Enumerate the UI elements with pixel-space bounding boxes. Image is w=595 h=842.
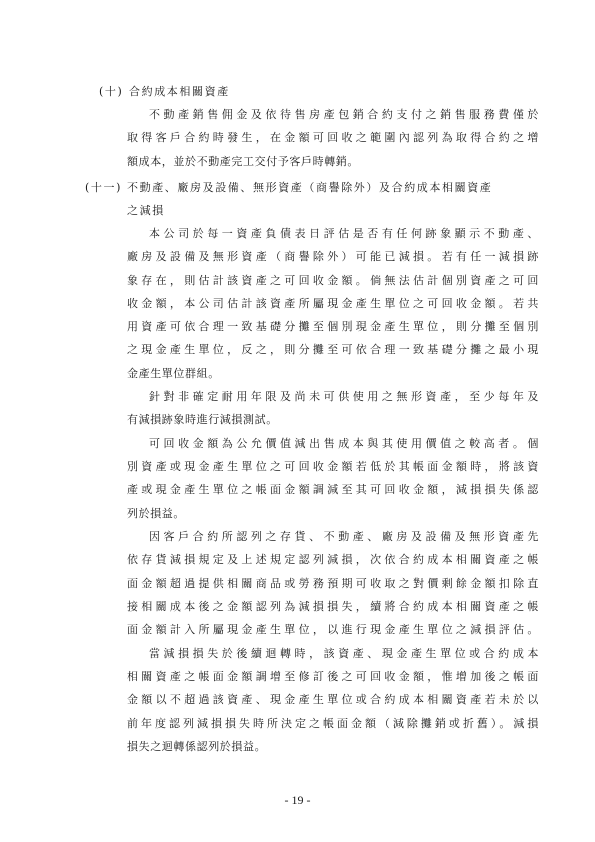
- section-11-line: 之現金產生單位，反之，則分攤至可依合理一致基礎分攤之最小現: [127, 343, 539, 356]
- section-11-number: (十一): [85, 181, 122, 194]
- section-10-line: 不動產銷售佣金及依待售房產包銷合約支付之銷售服務費僅於: [149, 108, 539, 121]
- section-11-line: 本公司於每一資產負債表日評估是否有任何跡象顯示不動產、: [149, 227, 539, 240]
- section-11-title: 不動產、廠房及設備、無形資產（商譽除外）及合約成本相關資產: [127, 181, 493, 194]
- section-11-line: 接相關成本後之金額認列為減損損失，續將合約成本相關資產之帳: [127, 600, 539, 613]
- section-10-number: (十): [99, 85, 124, 98]
- section-11-line: 面金額計入所屬現金產生單位，以進行現金產生單位之減損評估。: [127, 623, 539, 636]
- section-10-title: 合約成本相關資產: [129, 85, 230, 98]
- section-11-title-cont: 之減損: [127, 204, 165, 217]
- section-11-line: 金額以不超過該資產、現金產生單位或合約成本相關資產若未於以: [127, 693, 539, 706]
- section-10-line: 取得客戶合約時發生，在金額可回收之範圍內認列為取得合約之增: [127, 131, 539, 144]
- section-11-line: 針對非確定耐用年限及尚未可供使用之無形資產，至少每年及: [149, 390, 539, 403]
- section-11-line: 可回收金額為公允價值減出售成本與其使用價值之較高者。個: [149, 437, 539, 450]
- section-11-line: 用資產可依合理一致基礎分攤至個別現金產生單位，則分攤至個別: [127, 320, 539, 333]
- section-11-line: 列於損益。: [127, 507, 185, 520]
- section-10-line: 額成本，並於不動產完工交付予客戶時轉銷。: [127, 155, 359, 168]
- page-number: - 19 -: [284, 793, 311, 807]
- section-11-line: 因客戶合約所認列之存貨、不動產、廠房及設備及無形資產先: [149, 530, 539, 543]
- section-11-line: 象存在，則估計該資產之可回收金額。倘無法估計個別資產之可回: [127, 274, 539, 287]
- section-11-line: 面金額超過提供相關商品或勞務預期可收取之對價剩餘金額扣除直: [127, 577, 539, 590]
- section-11-line: 前年度認列減損損失時所決定之帳面金額（減除攤銷或折舊）。減損: [127, 717, 539, 730]
- section-10-heading: [99, 84, 230, 100]
- section-11-line: 有減損跡象時進行減損測試。: [127, 413, 278, 426]
- section-11-line: 金產生單位群組。: [127, 367, 220, 380]
- section-11-line: 依存貨減損規定及上述規定認列減損，次依合約成本相關資產之帳: [127, 553, 539, 566]
- section-11-line: 收金額，本公司估計該資產所屬現金產生單位之可回收金額。若共: [127, 297, 539, 310]
- section-11-line: 廠房及設備及無形資產（商譽除外）可能已減損。若有任一減損跡: [127, 250, 539, 263]
- section-11-line: 當減損損失於後續迴轉時，該資產、現金產生單位或合約成本: [149, 647, 539, 660]
- section-11-line: 相關資產之帳面金額調增至修訂後之可回收金額，惟增加後之帳面: [127, 670, 539, 683]
- section-11-heading: [85, 180, 492, 196]
- section-11-line: 產或現金產生單位之帳面金額調減至其可回收金額，減損損失係認: [127, 483, 539, 496]
- section-11-line: 損失之迴轉係認列於損益。: [127, 740, 267, 753]
- section-11-line: 別資產或現金產生單位之可回收金額若低於其帳面金額時，將該資: [127, 460, 539, 473]
